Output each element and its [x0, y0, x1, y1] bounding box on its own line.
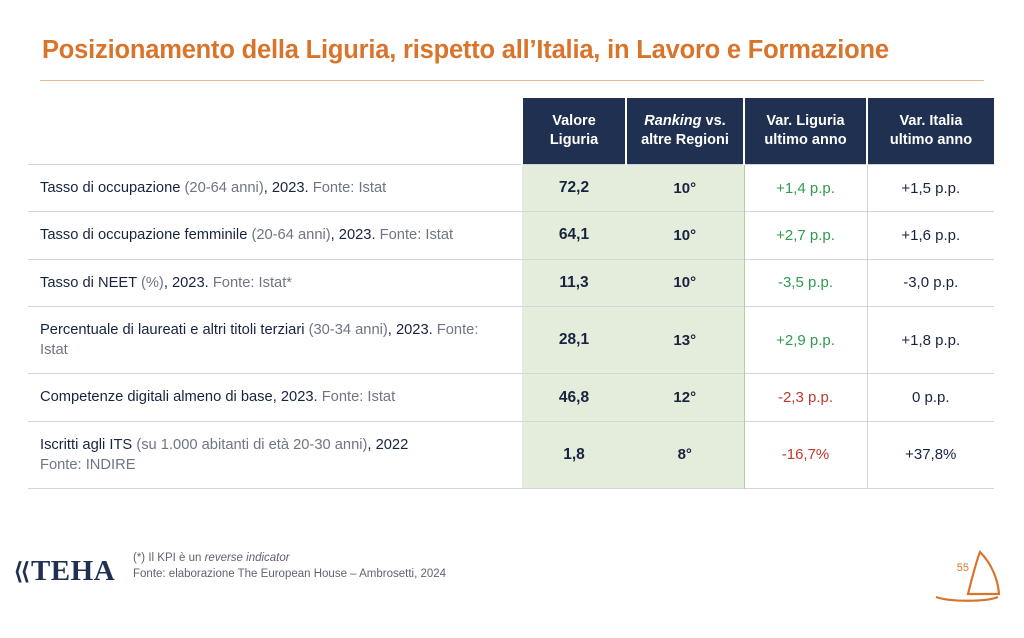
- footnote-kpi-prefix: (*) Il KPI è un: [133, 551, 205, 564]
- table-header: [28, 98, 994, 165]
- row-label-strong: Percentuale di laureati e altri titoli terziari: [40, 321, 305, 338]
- row-label-paren: (20-64 anni): [247, 227, 331, 244]
- row-valore: 72,2: [522, 165, 626, 212]
- footnote-kpi: [133, 550, 446, 567]
- row-label-paren: (20-64 anni): [180, 180, 264, 196]
- header-ranking-emphasis: Ranking: [644, 113, 702, 130]
- row-ranking: 13°: [626, 306, 744, 374]
- header-var-liguria-line2: ultimo anno: [764, 132, 847, 148]
- header-ranking-line2: altre Regioni: [641, 132, 729, 148]
- table-row: [28, 212, 994, 259]
- row-label-strong: Iscritti agli ITS: [40, 436, 133, 453]
- logo-wordmark: TEHA: [30, 555, 116, 587]
- table-row: [28, 259, 994, 306]
- row-valore: 46,8: [522, 374, 626, 421]
- row-ranking: 12°: [626, 374, 744, 421]
- row-label: [28, 259, 522, 306]
- row-label-year: , 2023.: [330, 227, 380, 244]
- header-valore-liguria: [522, 98, 626, 165]
- page-title: Posizionamento della Liguria, rispetto all’Italia, in Lavoro e Formazione: [42, 36, 889, 64]
- row-var-italia: +1,6 p.p.: [901, 226, 961, 244]
- row-var-italia: -3,0 p.p.: [903, 274, 959, 292]
- teha-logo: [14, 555, 115, 588]
- row-label-strong: Tasso di occupazione femminile: [40, 227, 248, 244]
- row-var-liguria: +2,9 p.p.: [744, 306, 867, 374]
- title-divider: [40, 80, 984, 81]
- row-label: [28, 421, 522, 489]
- header-ranking-rest: vs.: [701, 113, 726, 130]
- footnote-source: Fonte: elaborazione The European House – Ambrosetti, 2024: [133, 568, 447, 581]
- table-row: [28, 165, 994, 212]
- row-var-liguria: +2,7 p.p.: [744, 212, 867, 259]
- row-ranking: 10°: [626, 259, 744, 306]
- row-valore: 28,1: [522, 306, 626, 374]
- row-var-italia: 0 p.p.: [911, 389, 950, 407]
- logo-mark-icon: ⟨⟨: [14, 558, 28, 584]
- row-label-year: , 2022: [367, 436, 409, 453]
- row-label-source: Fonte: Istat: [379, 227, 454, 244]
- row-var-liguria: -3,5 p.p.: [744, 259, 867, 306]
- row-label: [28, 165, 522, 212]
- row-label-strong: Tasso di occupazione: [40, 180, 181, 196]
- row-var-italia: +37,8%: [905, 446, 957, 464]
- header-spacer: [28, 98, 522, 165]
- row-label-source: Fonte: INDIRE: [40, 456, 136, 473]
- row-label-strong: Tasso di NEET: [40, 274, 137, 291]
- header-ranking: [626, 98, 744, 165]
- row-label-source: Fonte: Istat*: [212, 274, 293, 291]
- row-label-year: , 2023.: [387, 321, 437, 338]
- indicators-table: [28, 98, 994, 489]
- page-number: 55: [956, 562, 969, 574]
- table-row: [28, 374, 994, 421]
- footnote-kpi-italic: reverse indicator: [204, 551, 290, 564]
- footnotes: [133, 550, 446, 583]
- row-var-liguria: +1,4 p.p.: [744, 165, 867, 212]
- row-label-paren: (su 1.000 abitanti di età 20-30 anni): [132, 436, 368, 453]
- row-ranking: 10°: [626, 212, 744, 259]
- row-label-paren: (%): [136, 274, 164, 291]
- header-var-italia-line2: ultimo anno: [889, 132, 973, 148]
- row-valore: 1,8: [522, 421, 626, 489]
- row-label-year: , 2023.: [163, 274, 213, 291]
- row-var-italia: +1,8 p.p.: [901, 331, 961, 349]
- row-label: [28, 212, 522, 259]
- header-var-italia: [867, 98, 994, 165]
- row-label: [28, 374, 522, 421]
- row-ranking: 10°: [626, 165, 744, 212]
- row-var-liguria: -16,7%: [744, 421, 867, 489]
- sail-logo-icon: [928, 550, 1002, 602]
- row-label-strong: Competenze digitali almeno di base: [40, 389, 273, 406]
- row-ranking: 8°: [626, 421, 744, 489]
- row-label: [28, 306, 522, 374]
- row-label-source: Fonte: Istat: [321, 389, 396, 406]
- row-valore: 64,1: [522, 212, 626, 259]
- row-label-source: Fonte: Istat: [312, 180, 387, 196]
- row-label-year: , 2023.: [272, 389, 322, 406]
- header-var-italia-line1: Var. Italia: [899, 113, 963, 130]
- row-label-paren: (30-34 anni): [304, 321, 388, 338]
- table-body: [28, 165, 994, 489]
- table-row: [28, 306, 994, 374]
- header-var-liguria-line1: Var. Liguria: [766, 113, 845, 130]
- row-var-liguria: -2,3 p.p.: [744, 374, 867, 421]
- header-var-liguria: [744, 98, 867, 165]
- row-label-source: Fonte: Istat: [40, 321, 479, 359]
- row-label-year: , 2023.: [263, 180, 313, 196]
- row-valore: 11,3: [522, 259, 626, 306]
- header-valore-line1: Valore: [552, 113, 596, 130]
- header-valore-line2: Liguria: [549, 132, 599, 148]
- table-row: [28, 421, 994, 489]
- row-var-italia: +1,5 p.p.: [867, 165, 994, 212]
